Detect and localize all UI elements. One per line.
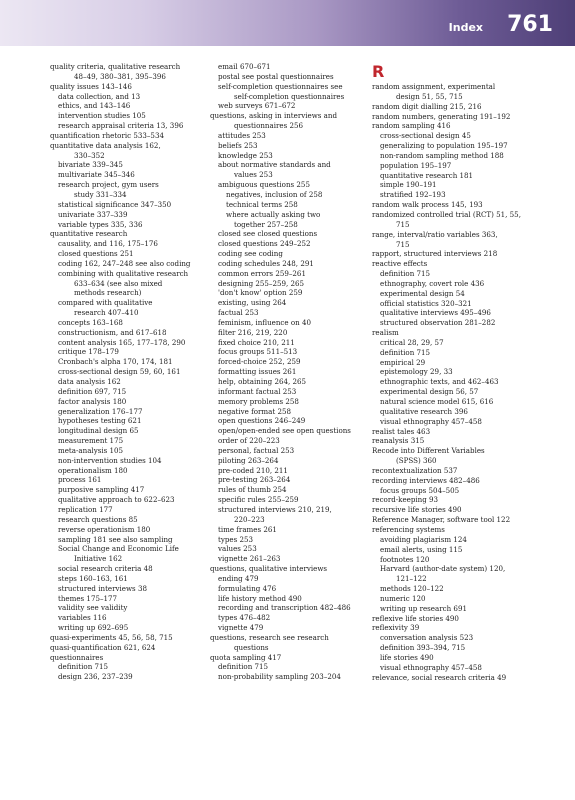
index-entry: generalization 176–177 <box>58 406 143 416</box>
index-entry: personal, factual 253 <box>218 445 295 455</box>
index-entry: beliefs 253 <box>218 140 258 150</box>
index-entry: conversation analysis 523 <box>380 633 474 643</box>
index-entry: vignette 261–263 <box>218 554 281 564</box>
index-entry: types 253 <box>218 534 254 544</box>
index-entry: questions, asking in interviews and <box>210 111 338 121</box>
index-entry: randomized controlled trial (RCT) 51, 55, <box>372 209 521 219</box>
index-entry: structured interviews 38 <box>58 583 147 593</box>
index-entry: closed see closed questions <box>218 229 318 239</box>
index-entry: order of 220–223 <box>218 436 280 446</box>
index-entry: random assignment, experimental <box>372 82 496 91</box>
index-entry: non-intervention studies 104 <box>58 455 162 465</box>
index-entry: definition 697, 715 <box>58 386 127 396</box>
index-entry: values 253 <box>234 170 273 180</box>
index-entry: generalizing to population 195–197 <box>380 141 508 151</box>
index-entry: together 257–258 <box>234 219 298 229</box>
index-entry: meta-analysis 105 <box>58 445 124 455</box>
index-entry: pre-coded 210, 211 <box>218 465 288 475</box>
index-entry: about normative standards and <box>218 160 331 170</box>
index-entry: quality issues 143–146 <box>50 81 132 91</box>
index-entry: focus groups 511–513 <box>218 347 298 357</box>
index-entry: natural science model 615, 616 <box>380 397 494 406</box>
index-column-1 <box>50 62 200 682</box>
index-entry: pre-testing 263–264 <box>218 475 291 485</box>
section-title: Index <box>448 21 483 34</box>
index-entry: quality criteria, qualitative research <box>50 62 181 71</box>
index-entry: informant factual 253 <box>218 386 297 396</box>
index-entry: random numbers, generating 191–192 <box>372 111 511 121</box>
index-entry: hypotheses testing 621 <box>58 416 142 426</box>
index-entry: 220–223 <box>234 514 265 524</box>
index-entry: epistemology 29, 33 <box>380 367 453 377</box>
index-entry: ethnography, covert role 436 <box>380 278 485 288</box>
index-entry: attitudes 253 <box>218 130 266 140</box>
index-entry: questionnaires 256 <box>234 121 303 131</box>
index-entry: 48–49, 380–381, 395–396 <box>74 71 166 81</box>
index-entry: questions, qualitative interviews <box>210 564 328 574</box>
index-entry: data analysis 162 <box>58 377 121 386</box>
index-entry: Cronbach's alpha 170, 174, 181 <box>58 357 173 367</box>
section-letter-heading: R <box>372 62 385 81</box>
index-entry: ambiguous questions 255 <box>218 180 310 190</box>
index-entry: research appraisal criteria 13, 396 <box>58 121 184 131</box>
index-entry: definition 715 <box>380 269 431 279</box>
index-entry: where actually asking two <box>226 209 321 219</box>
index-entry: univariate 337–339 <box>58 209 128 219</box>
index-entry: stratified 192–193 <box>380 190 446 200</box>
index-entry: record-keeping 93 <box>372 495 439 505</box>
index-entry: Social Change and Economic Life <box>58 544 179 554</box>
index-entry: piloting 263–264 <box>218 455 279 465</box>
index-entry: types 476–482 <box>218 613 271 623</box>
index-entry: 121–122 <box>396 574 427 584</box>
index-entry: negative format 258 <box>218 406 292 416</box>
index-entry: realism <box>372 328 399 338</box>
index-entry: web surveys 671–672 <box>218 101 296 111</box>
index-entry: questions, research see research <box>210 632 329 642</box>
index-entry: quantification rhetoric 533–534 <box>50 130 164 140</box>
index-entry: simple 190–191 <box>380 180 437 190</box>
index-entry: factual 253 <box>218 308 259 318</box>
index-entry: range, interval/ratio variables 363, <box>372 229 498 239</box>
index-entry: empirical 29 <box>380 357 426 367</box>
index-entry: quantitative research <box>50 229 128 239</box>
index-entry: open questions 246–249 <box>218 416 306 426</box>
index-entry: reactive effects <box>372 259 428 269</box>
index-entry: postal see postal questionnaires <box>218 71 334 81</box>
index-entry: coding 162, 247–248 see also coding <box>58 258 191 268</box>
index-entry: 633–634 (see also mixed <box>74 278 163 288</box>
index-entry: 'don't know' option 259 <box>218 288 303 298</box>
index-entry: 330–352 <box>74 150 105 160</box>
index-entry: rules of thumb 254 <box>218 485 287 495</box>
index-entry: quota sampling 417 <box>210 652 282 662</box>
index-entry: time frames 261 <box>218 524 277 534</box>
index-entry: compared with qualitative <box>58 298 153 308</box>
page-number: 761 <box>507 12 553 37</box>
index-entry: open/open-ended see open questions <box>218 426 351 436</box>
index-entry: avoiding plagiarism 124 <box>380 534 467 544</box>
index-entry: questionnaires <box>50 652 104 662</box>
index-entry: operationalism 180 <box>58 465 128 475</box>
index-entry: knowledge 253 <box>218 150 273 160</box>
index-entry: structured observation 281–282 <box>380 318 496 328</box>
index-entry: recording and transcription 482–486 <box>218 603 351 613</box>
index-entry: experimental design 54 <box>380 288 465 298</box>
index-entry: themes 175–177 <box>58 593 118 603</box>
index-entry: quantitative data analysis 162, <box>50 140 161 150</box>
index-entry: definition 715 <box>58 662 109 672</box>
index-entry: forced-choice 252, 259 <box>218 357 301 367</box>
index-entry: questions <box>234 642 269 652</box>
index-entry: non-probability sampling 203–204 <box>218 672 341 682</box>
index-entry: cross-sectional design 45 <box>380 131 471 141</box>
index-entry: measurement 175 <box>58 436 124 446</box>
index-entry: (SPSS) 360 <box>396 456 437 466</box>
index-entry: definition 393–394, 715 <box>380 643 466 653</box>
index-entry: memory problems 258 <box>218 396 299 406</box>
index-entry: longitudinal design 65 <box>58 426 139 436</box>
index-entry: constructionism, and 617–618 <box>58 327 167 337</box>
index-entry: variable types 335, 336 <box>58 219 143 229</box>
index-entry: formulating 476 <box>218 583 277 593</box>
index-entry: numeric 120 <box>380 593 426 603</box>
index-entry: formatting issues 261 <box>218 367 297 377</box>
index-entry: Harvard (author-date system) 120, <box>380 564 506 574</box>
index-entry: design 51, 55, 715 <box>396 91 463 101</box>
index-entry: causality, and 116, 175–176 <box>58 239 158 249</box>
index-entry: definition 715 <box>218 662 269 672</box>
index-entry: structured interviews 210, 219, <box>218 504 332 514</box>
index-entry: sampling 181 see also sampling <box>58 534 173 544</box>
index-entry: recontextualization 537 <box>372 465 458 475</box>
index-entry: life history method 490 <box>218 593 302 603</box>
index-entry: vignette 479 <box>218 623 264 633</box>
index-entry: critique 178–179 <box>58 347 119 357</box>
index-entry: critical 28, 29, 57 <box>380 337 444 347</box>
index-entry: cross-sectional design 59, 60, 161 <box>58 367 181 377</box>
index-entry: designing 255–259, 265 <box>218 278 305 288</box>
index-entry: content analysis 165, 177–178, 290 <box>58 337 186 347</box>
index-entry: footnotes 120 <box>380 554 430 564</box>
index-entry: ending 479 <box>218 573 259 583</box>
index-entry: design 236, 237–239 <box>58 672 133 682</box>
index-entry: reanalysis 315 <box>372 436 425 446</box>
index-entry: filter 216, 219, 220 <box>218 327 288 337</box>
index-entry: recursive life stories 490 <box>372 505 462 515</box>
index-entry: help, obtaining 264, 265 <box>218 377 307 386</box>
index-entry: relevance, social research criteria 49 <box>372 672 507 682</box>
index-entry: factor analysis 180 <box>58 396 127 406</box>
index-entry: feminism, influence on 40 <box>218 317 311 327</box>
index-entry: research 407–410 <box>74 308 139 318</box>
index-entry: random walk process 145, 193 <box>372 200 483 210</box>
index-entry: Recode into Different Variables <box>372 446 485 456</box>
index-entry: random sampling 416 <box>372 121 451 131</box>
index-entry: qualitative interviews 495–496 <box>380 308 491 318</box>
index-entry: ethnographic texts, and 462–463 <box>380 377 499 387</box>
index-entry: closed questions 251 <box>58 249 134 259</box>
index-entry: specific rules 255–259 <box>218 495 299 505</box>
index-entry: bivariate 339–345 <box>58 160 123 170</box>
index-entry: reflexive life stories 490 <box>372 613 459 623</box>
index-entry: focus groups 504–505 <box>380 485 460 495</box>
index-entry: variables 116 <box>58 613 107 623</box>
index-entry: non-random sampling method 188 <box>380 150 504 160</box>
index-entry: common errors 259–261 <box>218 268 306 278</box>
index-entry: social research criteria 48 <box>58 564 153 574</box>
index-entry: population 195–197 <box>380 160 452 170</box>
index-entry: concepts 163–168 <box>58 317 123 327</box>
index-entry: reverse operationism 180 <box>58 524 151 534</box>
index-entry: technical terms 258 <box>226 199 298 209</box>
index-entry: validity see validity <box>58 603 128 613</box>
index-entry: writing up 692–695 <box>58 623 129 633</box>
index-column-2 <box>210 62 362 682</box>
index-entry: referencing systems <box>372 524 445 534</box>
index-entry: quasi-experiments 45, 56, 58, 715 <box>50 632 173 642</box>
index-entry: purposive sampling 417 <box>58 485 145 495</box>
index-entry: methods research) <box>74 288 142 298</box>
index-entry: quantitative research 181 <box>380 170 474 180</box>
index-entry: 715 <box>396 239 410 249</box>
index-entry: intervention studies 105 <box>58 111 146 121</box>
index-entry: self-completion questionnaires see <box>218 81 343 91</box>
index-entry: quasi-quantification 621, 624 <box>50 642 156 652</box>
index-entry: research questions 85 <box>58 514 138 524</box>
index-entry: multivariate 345–346 <box>58 170 135 180</box>
index-entry: coding see coding <box>218 249 283 259</box>
index-entry: data collection, and 13 <box>58 91 141 101</box>
index-entry: research project, gym users <box>58 180 159 190</box>
index-entry: 715 <box>396 219 410 229</box>
index-entry: rapport, structured interviews 218 <box>372 249 498 259</box>
index-entry: official statistics 320–321 <box>380 298 472 308</box>
index-entry: qualitative approach to 622–623 <box>58 495 175 505</box>
index-entry: coding schedules 248, 291 <box>218 258 314 268</box>
index-entry: self-completion questionnaires <box>234 91 345 101</box>
index-entry: reflexivity 39 <box>372 623 420 633</box>
index-entry: life stories 490 <box>380 652 434 662</box>
index-entry: definition 715 <box>380 347 431 357</box>
index-entry: visual ethnography 457–458 <box>380 662 482 672</box>
index-entry: values 253 <box>218 544 257 554</box>
index-entry: study 331–334 <box>74 189 127 199</box>
index-entry: email alerts, using 115 <box>380 544 463 554</box>
index-entry: visual ethnography 457–458 <box>380 416 482 426</box>
index-entry: statistical significance 347–350 <box>58 199 172 209</box>
index-entry: fixed choice 210, 211 <box>218 337 295 347</box>
index-entry: combining with qualitative research <box>58 268 189 278</box>
index-entry: process 161 <box>58 475 102 485</box>
index-column-3 <box>372 62 542 682</box>
index-entry: qualitative research 396 <box>380 406 468 416</box>
index-entry: negatives, inclusion of 258 <box>226 189 323 199</box>
index-entry: Initiative 162 <box>74 554 123 564</box>
index-entry: writing up research 691 <box>380 603 467 613</box>
index-entry: methods 120–122 <box>380 584 444 594</box>
index-entry: email 670–671 <box>218 62 271 71</box>
page-header-banner <box>0 0 575 46</box>
index-entry: Reference Manager, software tool 122 <box>372 515 511 525</box>
index-entry: random digit dialling 215, 216 <box>372 101 482 111</box>
index-entry: experimental design 56, 57 <box>380 387 479 397</box>
index-entry: steps 160–163, 161 <box>58 573 128 583</box>
index-entry: ethics, and 143–146 <box>58 101 131 111</box>
index-entry: recording interviews 482–486 <box>372 475 480 485</box>
index-entry: closed questions 249–252 <box>218 239 311 249</box>
index-entry: realist tales 463 <box>372 426 431 436</box>
index-entry: replication 177 <box>58 504 113 514</box>
index-entry: existing, using 264 <box>218 298 287 308</box>
